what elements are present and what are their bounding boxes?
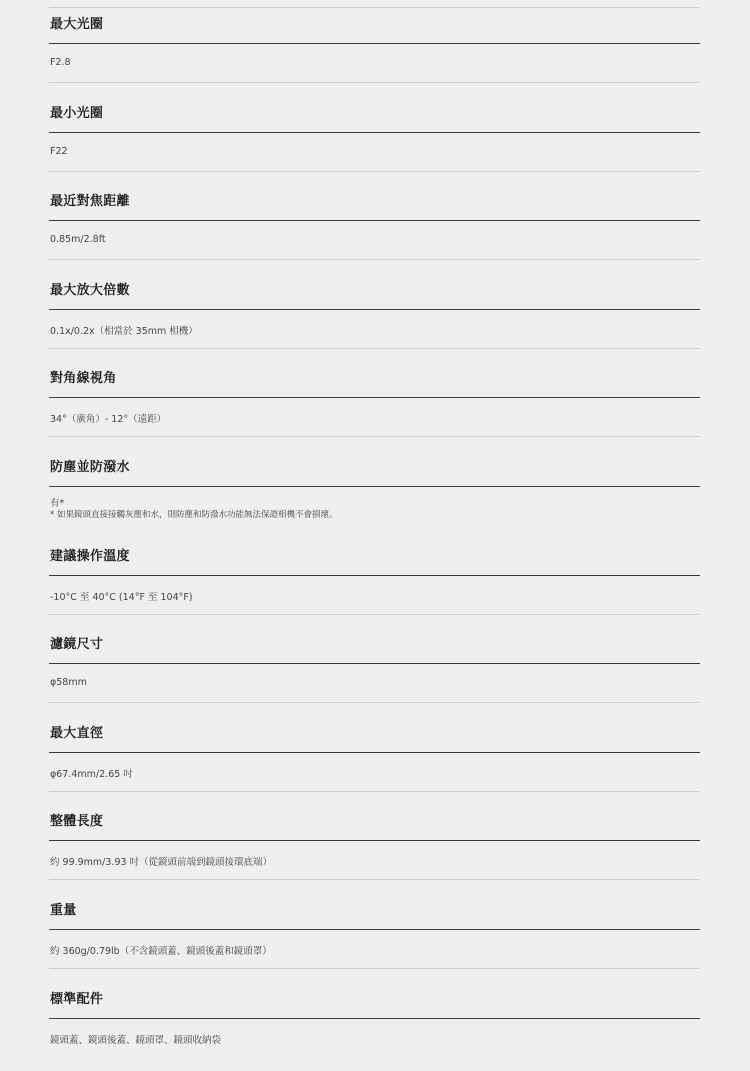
spec-value: F22: [50, 145, 68, 157]
spec-title: 建議操作溫度: [50, 548, 130, 564]
spec-divider: [49, 702, 700, 703]
spec-title: 最大光圈: [50, 17, 104, 32]
spec-title-divider: [49, 309, 700, 310]
spec-title-divider: [49, 397, 700, 398]
spec-divider: [49, 259, 700, 260]
spec-item-max-magnification: [49, 274, 700, 363]
spec-title-divider: [49, 752, 700, 753]
spec-item-min-focus-distance: [49, 185, 700, 274]
spec-title: 防塵並防潑水: [50, 459, 130, 475]
spec-divider: [49, 348, 700, 349]
spec-title: 濾鏡尺寸: [50, 637, 104, 653]
spec-title-divider: [49, 486, 700, 487]
spec-title: 最大放大倍數: [50, 282, 130, 298]
spec-divider: [49, 791, 700, 792]
spec-title: 重量: [50, 902, 77, 918]
spec-divider: [49, 171, 700, 172]
spec-title: 最小光圈: [50, 105, 104, 121]
spec-value: 鏡頭蓋、鏡頭後蓋、鏡頭罩、鏡頭收納袋: [50, 1034, 222, 1046]
spec-value: φ58mm: [50, 677, 87, 689]
spec-value: 約 99.9mm/3.93 吋（從鏡頭前端到鏡頭接環底端）: [50, 857, 273, 869]
spec-value: φ67.4mm/2.65 吋: [50, 768, 133, 780]
spec-title-divider: [49, 132, 700, 133]
spec-divider: [49, 82, 700, 83]
spec-value: 0.1x/0.2x（相當於 35mm 相機）: [50, 325, 198, 337]
spec-item-max-aperture: [49, 8, 700, 97]
spec-title: 對角線視角: [50, 371, 117, 387]
spec-item-standard-accessories: [49, 983, 700, 1071]
spec-item-max-diameter: [49, 717, 700, 806]
spec-divider: [49, 968, 700, 969]
spec-divider: [49, 879, 700, 880]
spec-item-angle-of-view: [49, 362, 700, 451]
spec-item-overall-length: [49, 805, 700, 894]
spec-title-divider: [49, 220, 700, 221]
spec-title-divider: [49, 1018, 700, 1019]
spec-list: [49, 8, 700, 1071]
spec-value: -10°C 至 40°C (14°F 至 104°F): [50, 591, 193, 603]
spec-divider: [49, 614, 700, 615]
spec-title: 標準配件: [50, 991, 104, 1007]
spec-item-min-aperture: [49, 97, 700, 186]
spec-item-weather-resistance: [49, 451, 700, 540]
spec-title-divider: [49, 575, 700, 576]
spec-value: F2.8: [50, 57, 71, 68]
spec-title-divider: [49, 929, 700, 930]
spec-divider: [49, 436, 700, 437]
spec-title-divider: [49, 840, 700, 841]
spec-footnote: * 如果鏡頭直接接觸灰塵和水，則防塵和防潑水功能無法保證相機不會損壞。: [50, 509, 338, 520]
spec-value: 34°（廣角）- 12°（遠距）: [50, 414, 167, 426]
spec-title-divider: [49, 663, 700, 664]
spec-value: 約 360g/0.79lb（不含鏡頭蓋、鏡頭後蓋和鏡頭罩）: [50, 945, 272, 957]
spec-value: 有*: [50, 497, 65, 509]
spec-title-divider: [49, 43, 700, 44]
spec-item-filter-size: [49, 628, 700, 717]
spec-value: 0.85m/2.8ft: [50, 234, 106, 246]
spec-title: 整體長度: [50, 814, 104, 830]
spec-title: 最大直徑: [50, 725, 104, 741]
spec-item-weight: [49, 894, 700, 983]
spec-item-operating-temperature: [49, 540, 700, 629]
spec-title: 最近對焦距離: [50, 194, 130, 210]
